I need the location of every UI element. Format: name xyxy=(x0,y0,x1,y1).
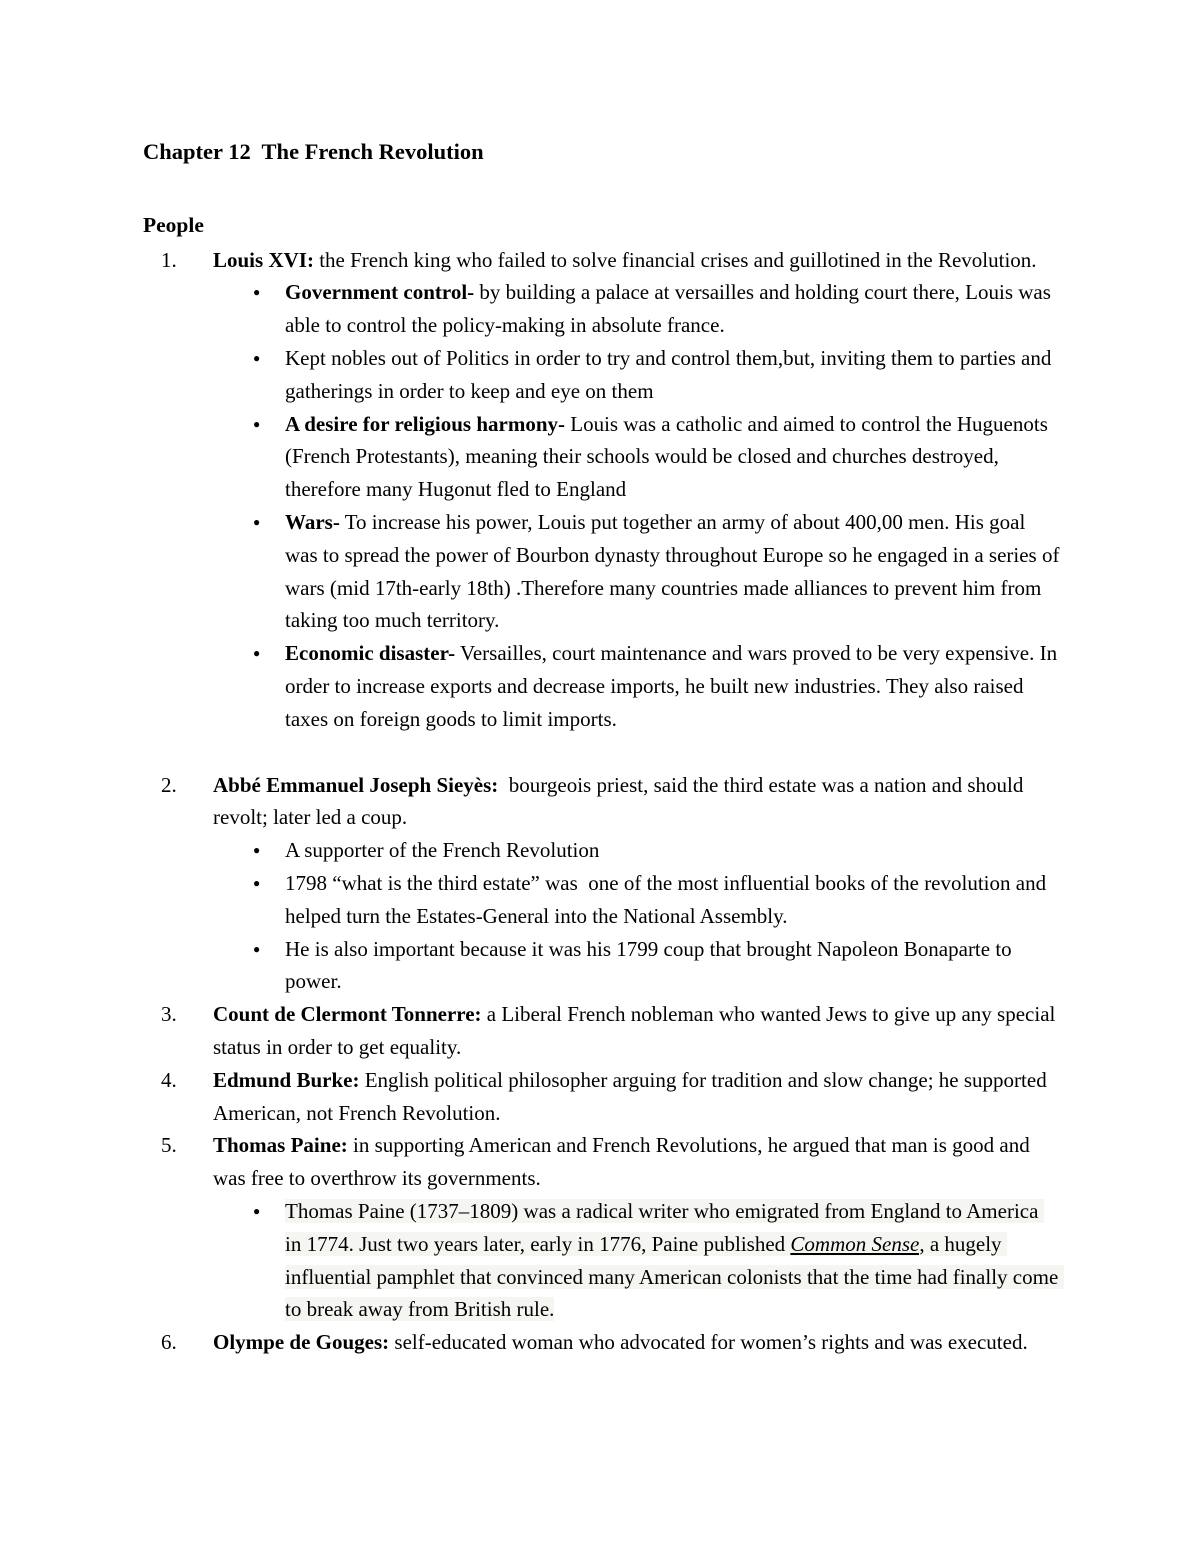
item-number: 6. xyxy=(161,1330,177,1355)
bullet-icon: ● xyxy=(253,843,261,858)
list-item xyxy=(143,244,1065,736)
text-segment: a Liberal French nobleman who wanted Jews to give up any special status in order to get equality. xyxy=(213,1002,1061,1059)
text-segment: Versailles, court maintenance and wars proved to be very expensive. In order to increase exports and decrease imports, he built new industries. They also raised taxes on foreign goods to limit imports. xyxy=(285,641,1063,731)
text-segment: To increase his power, Louis put together an army of about 400,00 men. His goal was to spread the power of Bourbon dynasty throughout Europe so he engaged in a series of wars (mid 17th-early 18th) .Therefore many countries made alliances to prevent him from taking too much territory. xyxy=(285,509,1065,633)
item-number: 2. xyxy=(161,772,177,797)
list-item xyxy=(143,1064,1060,1130)
item-number: 3. xyxy=(161,1002,177,1027)
bullet-text xyxy=(285,834,599,867)
bullet-text xyxy=(285,933,1060,999)
text-segment: He is also important because it was his 1799 coup that brought Napoleon Bonaparte to power. xyxy=(285,936,1017,994)
item-number: 5. xyxy=(161,1133,177,1158)
bullet-list xyxy=(250,276,1065,735)
bullet-icon: ● xyxy=(253,875,261,890)
text-segment: Louis XVI: xyxy=(213,247,314,272)
text-segment: Thomas Paine (1737–1809) was a radical writer who emigrated from England to America in 1774. Just two years later, early in 1776, Paine published xyxy=(285,1198,1044,1256)
text-segment: self-educated woman who advocated for women’s rights and was executed. xyxy=(389,1330,1028,1355)
item-text xyxy=(213,769,1060,835)
bullet-item xyxy=(250,342,1060,408)
bullet-icon: ● xyxy=(253,514,261,529)
list-item xyxy=(143,1129,1064,1326)
bullet-text xyxy=(285,276,1060,342)
text-segment: Wars- xyxy=(285,509,340,534)
text-segment: , a hugely influential pamphlet that convinced many American colonists that the time had finally come to break away from British rule. xyxy=(285,1231,1064,1322)
bullet-icon: ● xyxy=(253,285,261,300)
list-item xyxy=(143,769,1060,999)
bullet-text xyxy=(285,637,1063,735)
bullet-item xyxy=(250,637,1063,735)
text-segment: in supporting American and French Revolutions, he argued that man is good and was free to overthrow its governments. xyxy=(213,1133,1036,1191)
text-segment: Economic disaster- xyxy=(285,641,456,666)
text-segment: A desire for religious harmony- xyxy=(285,411,565,436)
bullet-text xyxy=(285,867,1060,933)
text-segment: the French king who failed to solve financial crises and guillotined in the Revolution. xyxy=(313,247,1037,272)
item-text xyxy=(213,998,1060,1064)
bullet-list xyxy=(250,1195,1064,1326)
bullet-text xyxy=(285,1195,1064,1326)
bullet-item xyxy=(250,834,1060,867)
text-segment: Kept nobles out of Politics in order to try and control them,but, inviting them to parties and gatherings in order to keep and eye on them xyxy=(285,345,1057,403)
text-segment: Edmund Burke: xyxy=(213,1067,360,1092)
text-segment: Count de Clermont Tonnerre: xyxy=(213,1002,482,1027)
text-segment: Abbé Emmanuel Joseph Sieyès: xyxy=(213,772,499,797)
text-segment: Louis was a catholic and aimed to control the Huguenots (French Protestants), meaning their schools would be closed and churches destroyed, therefore many Hugonut fled to England xyxy=(285,411,1054,502)
item-text xyxy=(213,244,1060,277)
bullet-icon: ● xyxy=(253,1203,261,1218)
bullet-icon: ● xyxy=(253,350,261,365)
bullet-icon: ● xyxy=(253,646,261,661)
bullet-icon: ● xyxy=(253,416,261,431)
item-text xyxy=(213,1129,1060,1195)
bullet-icon: ● xyxy=(253,941,261,956)
item-number: 4. xyxy=(161,1067,177,1092)
text-segment: Government control- xyxy=(285,280,475,305)
section-heading: People xyxy=(143,212,204,237)
item-text xyxy=(213,1326,1060,1359)
bullet-text xyxy=(285,506,1065,637)
text-segment: A supporter of the French Revolution xyxy=(285,838,600,863)
text-segment: 1798 “what is the third estate” was one of the most influential books of the revolution and helped turn the Estates-General into the National Assembly. xyxy=(285,870,1052,928)
document-title: Chapter 12 The French Revolution xyxy=(143,139,484,164)
bullet-text xyxy=(285,342,1060,408)
bullet-item xyxy=(250,867,1060,933)
bullet-list xyxy=(250,834,1060,998)
bullet-item xyxy=(250,933,1060,999)
item-number: 1. xyxy=(161,247,177,272)
people-list xyxy=(143,244,1065,1359)
text-segment: English political philosopher arguing for tradition and slow change; he supported American, not French Revolution. xyxy=(213,1067,1051,1125)
item-text xyxy=(213,1064,1060,1130)
bullet-item xyxy=(250,506,1065,637)
text-segment: Common Sense xyxy=(790,1231,920,1256)
bullet-item xyxy=(250,276,1060,342)
list-item xyxy=(143,998,1060,1064)
bullet-text xyxy=(285,408,1060,506)
text-segment: Thomas Paine: xyxy=(213,1133,348,1158)
text-segment: by building a palace at versailles and holding court there, Louis was able to control the policy-making in absolute france. xyxy=(285,280,1057,338)
bullet-item xyxy=(250,408,1060,506)
text-segment: Olympe de Gouges: xyxy=(213,1330,390,1355)
list-item xyxy=(143,1326,1060,1359)
bullet-item xyxy=(250,1195,1064,1326)
text-segment: bourgeois priest, said the third estate was a nation and should revolt; later led a coup. xyxy=(213,772,1029,830)
